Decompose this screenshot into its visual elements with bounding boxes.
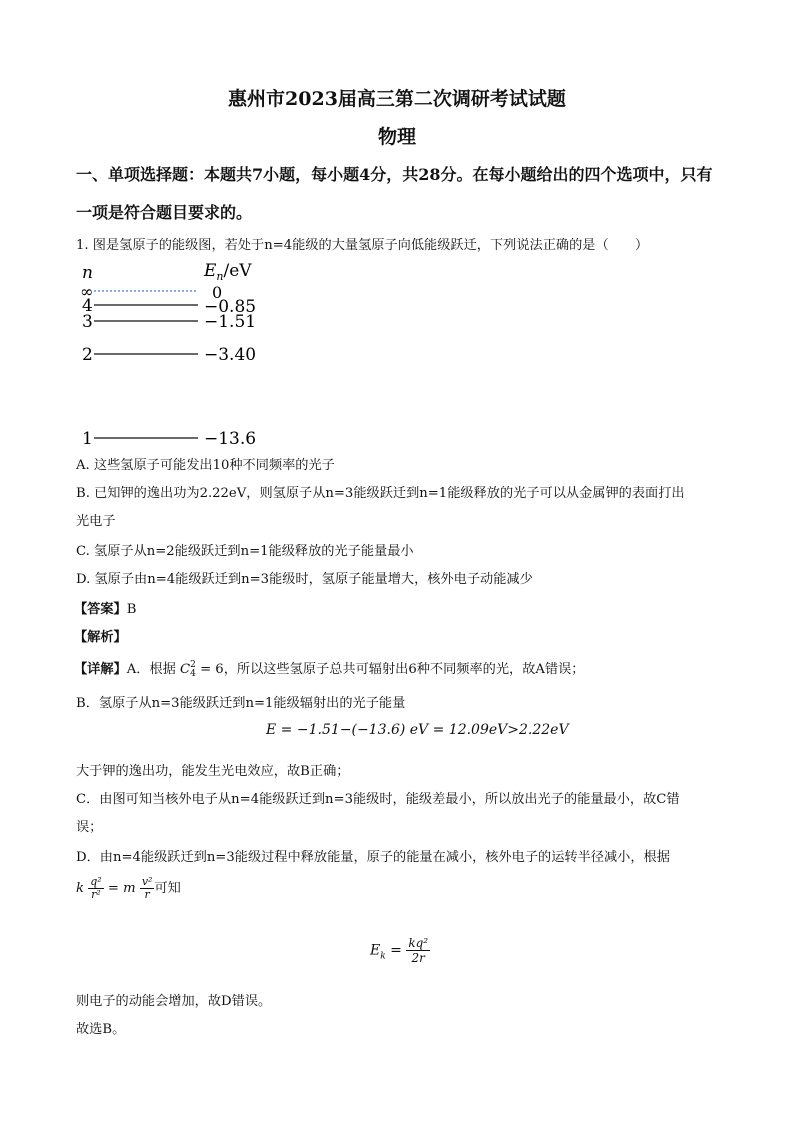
detail-label: 【详解】 <box>74 662 127 677</box>
detail-a-pre: A．根据 <box>126 662 176 677</box>
detail-a-post: ，所以这些氢原子总共可辐射出6种不同频率的光，故A错误； <box>223 662 585 677</box>
energy-equation: E = −1.51−(−13.6) eV = 12.09eV>2.22eV <box>266 722 569 738</box>
question-stem: 1. 图是氢原子的能级图，若处于n=4能级的大量氢原子向低能级跃迁，下列说法正确的是（ ） <box>76 238 649 253</box>
diagram-energy-axis-label: $E_n/eV$ <box>204 261 252 283</box>
option-b-line1: B. 已知钾的逸出功为2.22eV，则氢原子从n=3能级跃迁到n=1能级释放的光子可以从金属钾的表面打出 <box>76 486 685 501</box>
energy-level-diagram <box>76 256 276 452</box>
subject-title: 物理 <box>377 126 416 148</box>
analysis-label: 【解析】 <box>74 630 127 645</box>
level-energy-1: −13.6 <box>204 429 257 449</box>
final-answer: 故选B。 <box>76 1022 126 1037</box>
answer-label: 【答案】 <box>74 602 127 617</box>
detail-c-line1: C．由图可知当核外电子从n=4能级跃迁到n=3能级时，能级差最小，所以放出光子的能量最小，故C错 <box>76 792 680 807</box>
detail-b-line: B．氢原子从n=3能级跃迁到n=1能级辐射出的光子能量 <box>76 696 406 711</box>
exam-title: 惠州市2023届高三第二次调研考试试题 <box>228 88 566 110</box>
detail-c-line2: 误； <box>76 820 103 835</box>
level-energy-infinity: 0 <box>212 283 223 302</box>
answer-line <box>74 598 136 617</box>
coulomb-formula: k $\frac{\text{q²}}{\text{r²}}$ = m $\frac{\text{v²}}{r}$ 可知 <box>76 875 181 901</box>
diagram-n-label: n <box>82 263 93 283</box>
option-d: D. 氢原子由n=4能级跃迁到n=3能级时，氢原子能量增大，核外电子动能减少 <box>76 572 533 587</box>
detail-d-conclusion: 则电子的动能会增加，故D错误。 <box>76 994 272 1009</box>
option-c: C. 氢原子从n=2能级跃迁到n=1能级释放的光子能量最小 <box>76 544 414 559</box>
detail-b-conclusion: 大于钾的逸出功，能发生光电效应，故B正确； <box>76 764 350 779</box>
combination-formula: C 2 4 = 6 <box>180 659 224 679</box>
detail-a-line <box>74 658 585 679</box>
detail-d-line1: D．由n=4能级跃迁到n=3能级过程中释放能量，原子的能量在减小，核外电子的运转半径减小，根据 <box>76 850 670 865</box>
level-label-2: 2 <box>82 345 93 365</box>
level-label-3: 3 <box>82 312 93 332</box>
level-energy-2: −3.40 <box>204 345 257 365</box>
level-label-4: 4 <box>82 296 93 316</box>
option-b-line2: 光电子 <box>76 514 116 529</box>
level-label-1: 1 <box>82 429 93 449</box>
level-energy-4: −0.85 <box>204 297 257 317</box>
option-a: A. 这些氢原子可能发出10种不同频率的光子 <box>76 458 335 473</box>
level-energy-3: −1.51 <box>204 312 257 332</box>
section-heading-line2: 一项是符合题目要求的。 <box>76 203 253 222</box>
level-label-infinity: ∞ <box>80 282 94 301</box>
answer-value: B <box>126 602 137 617</box>
kinetic-energy-formula: $E_k$ = $\frac{\text{kq²}}{2r}$ <box>370 936 429 965</box>
section-heading-line1: 一、单项选择题：本题共7小题，每小题4分，共28分。在每小题给出的四个选项中，只有 <box>76 165 713 184</box>
